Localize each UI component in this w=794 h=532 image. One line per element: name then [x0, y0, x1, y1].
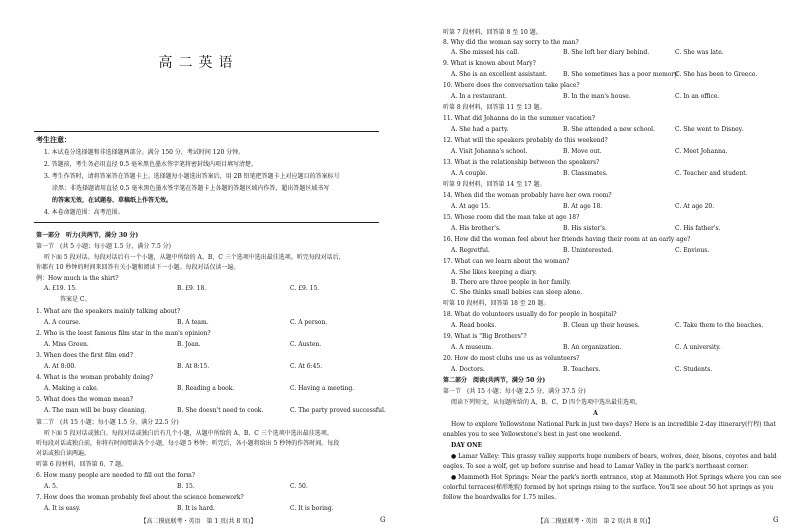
option: A. A course.	[44, 319, 81, 326]
option: C. His father's.	[675, 225, 721, 232]
option: A. She likes keeping a diary.	[451, 269, 537, 276]
option: B. 15.	[177, 483, 195, 490]
option: B. Classmates.	[563, 170, 608, 177]
option: B. Reading a book.	[177, 385, 235, 392]
option: B. Clean up their houses.	[563, 322, 640, 329]
option: B. She left her diary behind.	[563, 49, 650, 56]
option: B. His sister's.	[563, 225, 607, 232]
option: A. Visit Johanna's school.	[451, 148, 528, 155]
option: C. A person.	[290, 319, 328, 326]
directions: 对话或独白读两遍。	[36, 450, 91, 457]
right-page	[397, 0, 794, 532]
section-heading: 第一部分 听力(共两节，满分 30 分)	[36, 232, 139, 239]
passage-line: eagles. To see a wolf, get up before sunrise and head to Lamar Valley in the park's northeast corner.	[443, 463, 749, 470]
option: C. She thinks small babies can sleep alone.	[451, 289, 583, 296]
divider	[34, 222, 379, 223]
option: C. At age 20.	[675, 203, 715, 210]
option: A. Regretful.	[451, 247, 490, 254]
option: C. Austen.	[290, 341, 322, 348]
option: A. A couple.	[451, 170, 488, 177]
option: A. His brother's.	[451, 225, 501, 232]
option: C. Having a meeting.	[290, 385, 355, 392]
option: A. She had a party.	[451, 126, 509, 133]
option: A. A museum.	[451, 344, 494, 351]
passage-line: follow the boardwalks for 1.75 miles.	[443, 494, 556, 501]
version-mark: G	[773, 516, 779, 524]
option: A. In a restaurant.	[451, 93, 507, 100]
notice-line: 的答案无效，在试题卷、草稿纸上作答无效。	[52, 197, 173, 204]
question: 10. Where does the conversation take place?	[443, 82, 580, 89]
notice-line: 涂黑；非选择题请用直径 0.5 毫米黑色墨水签字笔在答题卡上各题的答题区域内作答，超出答题区域书写	[52, 185, 330, 192]
question: 8. Why did the woman say sorry to the man?	[443, 39, 579, 46]
option: B. She doesn't need to cook.	[177, 407, 264, 414]
question: 20. How do most clubs use us as volunteers?	[443, 355, 580, 362]
option: B. In the man's house.	[563, 93, 631, 100]
option: C. A university.	[675, 344, 721, 351]
option: C. Teacher and student.	[675, 170, 748, 177]
question: 18. What do volunteers usually do for people in hospital?	[443, 311, 617, 318]
option: B. It is hard.	[177, 505, 215, 512]
section-subheading: 第一节 (共 5 小题；每小题 1.5 分，满分 7.5 分)	[36, 243, 172, 250]
question: 13. What is the relationship between the speakers?	[443, 159, 600, 166]
material-heading: 听第 7 段材料，回答第 8 至 10 题。	[443, 29, 542, 36]
option: B. Uninterested.	[563, 247, 614, 254]
notice-line: 1. 本试卷分选择题和非选择题两部分。满分 150 分，考试时间 120 分钟。	[44, 149, 245, 156]
example-answer: 答案是 C。	[60, 296, 91, 303]
day-heading: DAY ONE	[451, 442, 483, 449]
question: 14. When did the woman probably have her own room?	[443, 192, 612, 199]
question: 1. What are the speakers mainly talking about?	[36, 308, 181, 315]
option: A. At age 15.	[451, 203, 491, 210]
page-title: 高二英语	[158, 55, 239, 71]
option: C. The party proved successful.	[290, 407, 386, 414]
option: B. £9. 18.	[177, 285, 207, 292]
page-footer: 【高二摸底联考・英语 第 1 页(共 8 页)】	[140, 518, 257, 525]
option: A. £19. 15.	[44, 285, 77, 292]
question: 11. What did Johanna do in the summer vacation?	[443, 115, 595, 122]
page-footer: 【高二摸底联考・英语 第 2 页(共 8 页)】	[537, 518, 654, 525]
option: C. Meet Johanna.	[675, 148, 728, 155]
option: C. Take them to the beaches.	[675, 322, 764, 329]
directions: 听下面 5 段对话或独白。每段对话或独白后有几个小题，从题中所给的 A、B、C 三个选项中选出最佳选项。	[44, 430, 333, 437]
notice-heading: 考生注意：	[36, 135, 71, 144]
option: C. It is boring.	[290, 505, 334, 512]
material-heading: 听第 9 段材料，回答第 14 至 17 题。	[443, 181, 546, 188]
option: A. It is easy.	[44, 505, 81, 512]
question: 9. What is known about Mary?	[443, 60, 536, 67]
option: B. Teachers.	[563, 366, 601, 373]
option: C. She was late.	[675, 49, 724, 56]
question: 12. What will the speakers probably do this weekend?	[443, 137, 608, 144]
notice-line: 4. 本卷命题范围：高考范围。	[44, 209, 124, 216]
question: 16. How did the woman feel about her friends having their room at an early age?	[443, 236, 691, 243]
example-question: 例：How much is the shirt?	[36, 275, 119, 282]
directions: 你都有 10 秒钟的时间来回答有关小题和阅读下一小题。每段对话仅读一遍。	[36, 264, 240, 271]
passage-line: ● Lamar Valley: This grassy valley supports huge numbers of bears, wolves, deer, bisons, coyotes and bald	[451, 453, 777, 460]
question: 3. When does the first film end?	[36, 352, 133, 359]
option: A. The man will be busy cleaning.	[44, 407, 147, 414]
question: 4. What is the woman probably doing?	[36, 374, 154, 381]
option: B. At age 18.	[563, 203, 603, 210]
option: B. She sometimes has a poor memory.	[563, 71, 679, 78]
material-heading: 听第 8 段材料，回答第 11 至 13 题。	[443, 104, 546, 111]
question: 19. What is "Big Brothers"?	[443, 333, 527, 340]
material-heading: 听第 10 段材料，回答第 18 至 20 题。	[443, 300, 550, 307]
option: B. She attended a new school.	[563, 126, 655, 133]
passage-line: How to explore Yellowstone National Park in just two days? Here is an incredible 2-day itinerary(行程) that	[451, 421, 776, 428]
material-heading: 听第 6 段材料，回答第 6、7 题。	[36, 461, 128, 468]
passage-label: A	[593, 410, 598, 417]
question: 17. What can we learn about the woman?	[443, 258, 570, 265]
passage-line: enables you to see Yellowstone's best in just one weekend.	[443, 431, 622, 438]
notice-line: 2. 答题前，考生务必用直径 0.5 毫米黑色墨水签字笔将密封线内项目填写清楚。	[44, 161, 257, 168]
version-mark: G	[380, 516, 386, 524]
option: A. At 8:00.	[44, 363, 77, 370]
question: 5. What does the woman mean?	[36, 396, 133, 403]
section-subheading: 第一节 (共 15 小题；每小题 2.5 分，满分 37.5 分)	[443, 388, 586, 395]
directions: 听每段对话或独白前，你将有时间阅读各个小题，每小题 5 秒钟；听完后，各小题将给出 5 秒钟的作答时间。每段	[36, 440, 340, 447]
option: A. Read books.	[451, 322, 497, 329]
option: B. A team.	[177, 319, 209, 326]
question: 6. How many people are needed to fill out the form?	[36, 472, 195, 479]
option: B. At 8:15.	[177, 363, 210, 370]
option: A. She missed his call.	[451, 49, 520, 56]
option: C. At 6:45.	[290, 363, 323, 370]
option: C. £9. 15.	[290, 285, 320, 292]
option: A. Making a cake.	[44, 385, 99, 392]
option: B. Move out.	[563, 148, 602, 155]
option: A. Doctors.	[451, 366, 485, 373]
divider	[34, 131, 379, 132]
option: B. There are three people in her family.	[451, 279, 571, 286]
option: C. She went to Disney.	[675, 126, 744, 133]
option: B. Joan.	[177, 341, 201, 348]
option: C. She has been to Greece.	[675, 71, 758, 78]
section-heading: 第二部分 阅读(共两节，满分 50 分)	[443, 377, 546, 384]
option: A. Miss Green.	[44, 341, 89, 348]
option: C. Envious.	[675, 247, 710, 254]
notice-line: 3. 考生作答时，请将答案答在答题卡上。选择题每小题选出答案后，用 2B 铅笔把答题卡上对应题目的答案标号	[44, 173, 340, 180]
passage-line: colorful terraces(梯形地貌) formed by hot springs rising to the surface. You'll see about 50 hot springs as you	[443, 484, 774, 491]
option: A. She is an excellent assistant.	[451, 71, 548, 78]
option: C. 50.	[290, 483, 308, 490]
directions: 听下面 5 段对话。每段对话后有一个小题，从题中所给的 A、B、C 三个选项中选出最佳选项。听完每段对话后，	[44, 254, 345, 261]
option: B. An organization.	[563, 344, 622, 351]
question: 15. Whose room did the man take at age 18?	[443, 214, 580, 221]
section-subheading: 第二节 (共 15 小题；每小题 1.5 分，满分 22.5 分)	[36, 419, 179, 426]
question: 7. How does the woman probably feel about the science homework?	[36, 494, 244, 501]
question: 2. Who is the least famous film star in the man's opinion?	[36, 330, 211, 337]
directions: 阅读下列短文，从每题所给的 A、B、C、D 四个选项中选出最佳选项。	[451, 399, 641, 406]
option: A. 5.	[44, 483, 58, 490]
option: C. Students.	[675, 366, 713, 373]
option: C. In an office.	[675, 93, 720, 100]
passage-line: ● Mammoth Hot Springs: Near the park's north entrance, stop at Mammoth Hot Springs where you can see	[451, 474, 782, 481]
